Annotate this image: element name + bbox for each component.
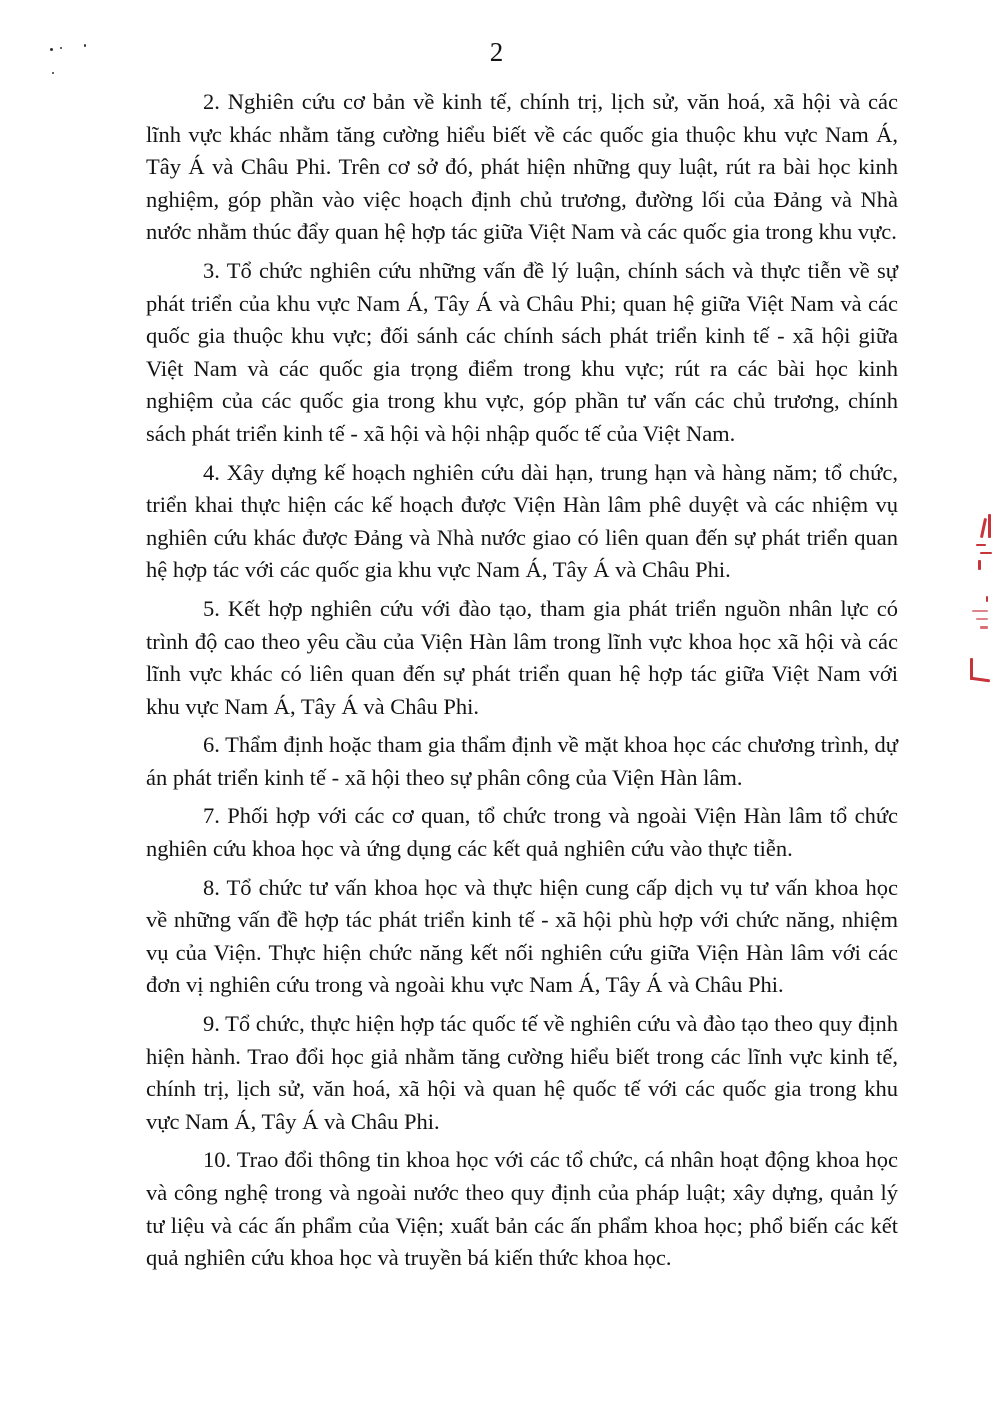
paragraph-item-7: 7. Phối hợp với các cơ quan, tổ chức trong và ngoài Viện Hàn lâm tổ chức nghiên cứu khoa học và ứng dụng các kết quả nghiên cứu vào thực tiễn.	[146, 803, 898, 862]
stamp-stroke	[986, 596, 988, 602]
paragraph-item-6: 6. Thẩm định hoặc tham gia thẩm định về mặt khoa học các chương trình, dự án phát triển kinh tế - xã hội theo sự phân công của Viện Hàn lâm.	[146, 732, 898, 790]
stamp-stroke	[976, 544, 986, 546]
stamp-stroke	[972, 610, 988, 612]
seal-stamp-fragment	[962, 500, 993, 700]
stamp-stroke	[988, 514, 991, 538]
paragraph-item-10: 10. Trao đổi thông tin khoa học với các tổ chức, cá nhân hoạt động khoa học và công nghệ trong và ngoài nước theo quy định của pháp luật; xây dựng, quản lý tư liệu và các ấn phẩm của Viện; xuất bản các ấn phẩm khoa học; phổ biến các kết quả nghiên cứu khoa học và truyền bá kiến thức khoa học.	[146, 1147, 898, 1271]
stamp-stroke	[980, 626, 988, 629]
paragraph-item-5: 5. Kết hợp nghiên cứu với đào tạo, tham gia phát triển nguồn nhân lực có trình độ cao theo yêu cầu của Viện Hàn lâm trong lĩnh vực khoa học xã hội và các lĩnh vực khác có liên quan đến sự phát triển quan hệ hợp tác giữa Việt Nam với khu vực Nam Á, Tây Á và Châu Phi.	[146, 595, 898, 719]
document-body	[146, 86, 898, 1281]
stamp-stroke	[976, 618, 988, 620]
stamp-stroke	[970, 677, 990, 683]
paragraph-item-9: 9. Tổ chức, thực hiện hợp tác quốc tế về nghiên cứu và đào tạo theo quy định hiện hành. Trao đổi học giả nhằm tăng cường hiểu biết trong các lĩnh vực kinh tế, chính trị, lịch sử, văn hoá, xã hội và quan hệ quốc tế với các quốc gia trong khu vực Nam Á, Tây Á và Châu Phi.	[146, 1011, 898, 1134]
stamp-stroke	[980, 518, 987, 538]
paragraph-item-3: 3. Tổ chức nghiên cứu những vấn đề lý luận, chính sách và thực tiễn về sự phát triển của khu vực Nam Á, Tây Á và Châu Phi; quan hệ giữa Việt Nam và các quốc gia thuộc khu vực; đối sánh các chính sách phát triển kinh tế - xã hội giữa Việt Nam và các quốc gia trọng điểm trong khu vực; rút ra các bài học kinh nghiệm của các quốc gia trong khu vực, góp phần tư vấn các chủ trương, chính sách phát triển kinh tế - xã hội và hội nhập quốc tế của Việt Nam.	[146, 257, 898, 446]
paragraph-item-4: 4. Xây dựng kế hoạch nghiên cứu dài hạn, trung hạn và hàng năm; tổ chức, triển khai thực hiện các kế hoạch được Viện Hàn lâm phê duyệt và các nhiệm vụ nghiên cứu khác được Đảng và Nhà nước giao có liên quan đến sự phát triển quan hệ hợp tác với các quốc gia khu vực Nam Á, Tây Á và Châu Phi.	[146, 459, 898, 583]
paragraph-item-8: 8. Tổ chức tư vấn khoa học và thực hiện cung cấp dịch vụ tư vấn khoa học về những vấn đề hợp tác phát triển kinh tế - xã hội phù hợp với chức năng, nhiệm vụ của Viện. Thực hiện chức năng kết nối nghiên cứu giữa Viện Hàn lâm với các đơn vị nghiên cứu trong và ngoài khu vực Nam Á, Tây Á và Châu Phi.	[146, 874, 898, 998]
stamp-stroke	[978, 560, 981, 570]
scan-speck	[52, 72, 54, 74]
stamp-stroke	[980, 552, 992, 554]
page-number: 2	[489, 37, 504, 67]
paragraph-item-2: 2. Nghiên cứu cơ bản về kinh tế, chính trị, lịch sử, văn hoá, xã hội và các lĩnh vực khác nhằm tăng cường hiểu biết về các quốc gia thuộc khu vực Nam Á, Tây Á và Châu Phi. Trên cơ sở đó, phát hiện những quy luật, rút ra bài học kinh nghiệm, góp phần vào việc hoạch định chủ trương, đường lối của Đảng và Nhà nước nhằm thúc đẩy quan hệ hợp tác giữa Việt Nam và các quốc gia trong khu vực.	[146, 89, 898, 245]
